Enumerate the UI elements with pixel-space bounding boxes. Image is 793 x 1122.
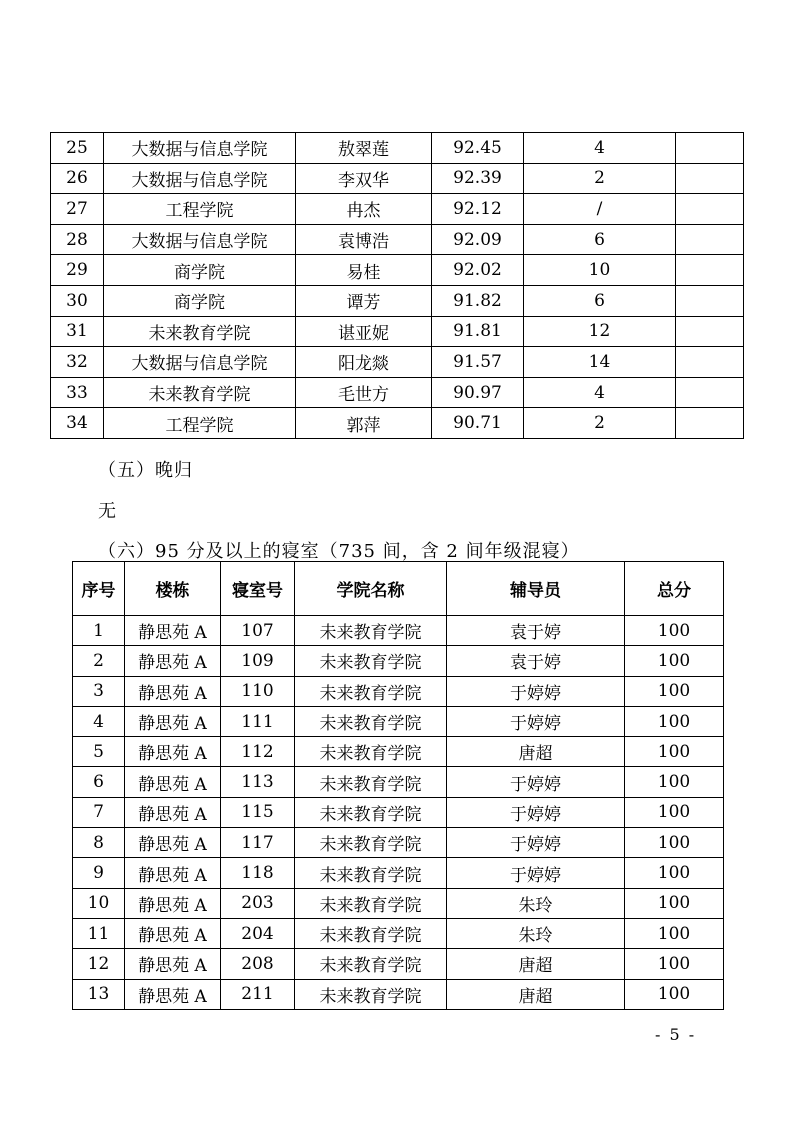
table-cell: 唐超 xyxy=(447,979,625,1009)
ranking-table-row xyxy=(51,316,744,347)
table-cell: 毛世方 xyxy=(296,377,432,408)
table-cell: 32 xyxy=(51,347,104,378)
column-header: 楼栋 xyxy=(125,562,221,616)
table-cell: 26 xyxy=(51,163,104,194)
table-cell: 未来教育学院 xyxy=(295,888,447,918)
table-cell: 静思苑 A xyxy=(125,888,221,918)
table-cell: 袁于婷 xyxy=(447,616,625,646)
dorm-table-row xyxy=(73,979,724,1009)
table-cell: 静思苑 A xyxy=(125,828,221,858)
table-cell xyxy=(676,285,744,316)
table-cell: 92.02 xyxy=(432,255,524,286)
table-cell: 90.97 xyxy=(432,377,524,408)
table-cell: 大数据与信息学院 xyxy=(104,347,296,378)
table-cell: 100 xyxy=(625,949,724,979)
column-header: 寝室号 xyxy=(221,562,295,616)
table-cell: 13 xyxy=(73,979,125,1009)
table-cell: 27 xyxy=(51,194,104,225)
table-cell: 阳龙燚 xyxy=(296,347,432,378)
table-cell: 115 xyxy=(221,797,295,827)
table-cell: / xyxy=(524,194,676,225)
table-cell: 91.57 xyxy=(432,347,524,378)
table-cell: 大数据与信息学院 xyxy=(104,163,296,194)
table-cell: 静思苑 A xyxy=(125,797,221,827)
table-cell: 商学院 xyxy=(104,255,296,286)
table-cell: 14 xyxy=(524,347,676,378)
table-cell: 于婷婷 xyxy=(447,767,625,797)
table-cell: 谭芳 xyxy=(296,285,432,316)
table-cell: 100 xyxy=(625,858,724,888)
table-cell: 于婷婷 xyxy=(447,706,625,736)
table-cell xyxy=(676,255,744,286)
ranking-table-row xyxy=(51,285,744,316)
table-cell xyxy=(676,408,744,439)
table-cell xyxy=(676,316,744,347)
table-cell: 唐超 xyxy=(447,737,625,767)
table-cell xyxy=(676,194,744,225)
dorm-table-row xyxy=(73,737,724,767)
table-cell: 郭萍 xyxy=(296,408,432,439)
dorm-table-row xyxy=(73,767,724,797)
table-cell: 未来教育学院 xyxy=(295,797,447,827)
table-cell: 25 xyxy=(51,133,104,164)
table-cell: 10 xyxy=(524,255,676,286)
table-cell: 袁博浩 xyxy=(296,224,432,255)
section-heading-late-return: （五）晚归 xyxy=(98,460,193,481)
table-cell: 未来教育学院 xyxy=(104,316,296,347)
table-cell: 2 xyxy=(524,163,676,194)
table-cell: 静思苑 A xyxy=(125,737,221,767)
dorm-table-row xyxy=(73,828,724,858)
dorm-table-row xyxy=(73,858,724,888)
table-cell: 109 xyxy=(221,646,295,676)
table-cell: 118 xyxy=(221,858,295,888)
table-cell: 12 xyxy=(524,316,676,347)
table-cell: 朱玲 xyxy=(447,888,625,918)
dorm-table-row xyxy=(73,706,724,736)
dorm-table-row xyxy=(73,949,724,979)
table-cell: 113 xyxy=(221,767,295,797)
table-cell: 33 xyxy=(51,377,104,408)
dorm-score-table xyxy=(72,561,724,1010)
table-cell: 203 xyxy=(221,888,295,918)
column-header: 学院名称 xyxy=(295,562,447,616)
dorm-table-body xyxy=(73,616,724,1010)
table-cell: 朱玲 xyxy=(447,918,625,948)
page-number: - 5 - xyxy=(655,1025,697,1044)
dorm-table-row xyxy=(73,918,724,948)
table-cell xyxy=(676,163,744,194)
table-cell: 100 xyxy=(625,646,724,676)
table-cell: 静思苑 A xyxy=(125,767,221,797)
table-cell: 100 xyxy=(625,888,724,918)
table-cell: 112 xyxy=(221,737,295,767)
table-cell: 10 xyxy=(73,888,125,918)
table-cell: 34 xyxy=(51,408,104,439)
column-header: 序号 xyxy=(73,562,125,616)
table-cell: 静思苑 A xyxy=(125,858,221,888)
table-cell: 于婷婷 xyxy=(447,828,625,858)
dorm-table-row xyxy=(73,616,724,646)
table-cell: 7 xyxy=(73,797,125,827)
table-cell: 100 xyxy=(625,767,724,797)
table-cell: 30 xyxy=(51,285,104,316)
table-cell: 208 xyxy=(221,949,295,979)
table-cell: 未来教育学院 xyxy=(295,949,447,979)
ranking-table-row xyxy=(51,255,744,286)
ranking-table-row xyxy=(51,133,744,164)
table-cell: 未来教育学院 xyxy=(295,918,447,948)
ranking-table-row xyxy=(51,377,744,408)
table-cell: 静思苑 A xyxy=(125,616,221,646)
table-cell: 冉杰 xyxy=(296,194,432,225)
table-cell: 204 xyxy=(221,918,295,948)
table-cell: 静思苑 A xyxy=(125,646,221,676)
table-cell: 6 xyxy=(524,224,676,255)
table-cell: 31 xyxy=(51,316,104,347)
table-cell: 于婷婷 xyxy=(447,797,625,827)
ranking-table-row xyxy=(51,194,744,225)
table-cell: 6 xyxy=(73,767,125,797)
table-cell xyxy=(676,224,744,255)
ranking-table-row xyxy=(51,224,744,255)
table-cell: 工程学院 xyxy=(104,408,296,439)
table-cell: 静思苑 A xyxy=(125,676,221,706)
table-cell xyxy=(676,347,744,378)
table-cell: 91.81 xyxy=(432,316,524,347)
table-cell: 2 xyxy=(73,646,125,676)
table-cell: 90.71 xyxy=(432,408,524,439)
table-cell: 11 xyxy=(73,918,125,948)
table-cell: 李双华 xyxy=(296,163,432,194)
column-header: 总分 xyxy=(625,562,724,616)
ranking-table-row xyxy=(51,163,744,194)
table-cell: 111 xyxy=(221,706,295,736)
table-cell: 谌亚妮 xyxy=(296,316,432,347)
ranking-table-continued xyxy=(50,132,744,439)
table-cell: 29 xyxy=(51,255,104,286)
table-cell: 静思苑 A xyxy=(125,949,221,979)
table-cell: 未来教育学院 xyxy=(295,858,447,888)
table-cell: 100 xyxy=(625,616,724,646)
table-cell: 92.39 xyxy=(432,163,524,194)
table-cell: 未来教育学院 xyxy=(295,979,447,1009)
table-cell: 未来教育学院 xyxy=(295,737,447,767)
table-cell: 9 xyxy=(73,858,125,888)
column-header: 辅导员 xyxy=(447,562,625,616)
dorm-table-row xyxy=(73,646,724,676)
table-cell xyxy=(676,377,744,408)
table-cell: 100 xyxy=(625,918,724,948)
table-cell: 107 xyxy=(221,616,295,646)
table-cell: 5 xyxy=(73,737,125,767)
table-cell: 未来教育学院 xyxy=(295,616,447,646)
table-cell: 袁于婷 xyxy=(447,646,625,676)
table-cell: 3 xyxy=(73,676,125,706)
table-cell: 工程学院 xyxy=(104,194,296,225)
dorm-table-row xyxy=(73,676,724,706)
table-cell: 静思苑 A xyxy=(125,979,221,1009)
dorm-table-header-row xyxy=(73,562,724,616)
table-cell: 敖翠莲 xyxy=(296,133,432,164)
table-cell: 92.12 xyxy=(432,194,524,225)
table-cell: 100 xyxy=(625,797,724,827)
dorm-table-row xyxy=(73,797,724,827)
table-cell: 211 xyxy=(221,979,295,1009)
table-cell: 1 xyxy=(73,616,125,646)
table-cell: 未来教育学院 xyxy=(295,646,447,676)
table-cell: 92.45 xyxy=(432,133,524,164)
table-cell: 易桂 xyxy=(296,255,432,286)
table-cell: 静思苑 A xyxy=(125,706,221,736)
table-cell: 于婷婷 xyxy=(447,858,625,888)
table-cell: 未来教育学院 xyxy=(104,377,296,408)
table-cell: 117 xyxy=(221,828,295,858)
table-cell: 未来教育学院 xyxy=(295,676,447,706)
table-cell: 大数据与信息学院 xyxy=(104,224,296,255)
table-cell: 唐超 xyxy=(447,949,625,979)
table-cell: 4 xyxy=(73,706,125,736)
table-cell: 100 xyxy=(625,706,724,736)
table-cell: 大数据与信息学院 xyxy=(104,133,296,164)
table-cell: 100 xyxy=(625,737,724,767)
ranking-table-row xyxy=(51,347,744,378)
table-cell: 12 xyxy=(73,949,125,979)
dorm-table-row xyxy=(73,888,724,918)
table-cell: 100 xyxy=(625,979,724,1009)
ranking-table-body xyxy=(51,133,744,439)
table-cell: 商学院 xyxy=(104,285,296,316)
table-cell: 8 xyxy=(73,828,125,858)
table-cell: 100 xyxy=(625,676,724,706)
section-heading-dorms-95-plus: （六）95 分及以上的寝室（735 间，含 2 间年级混寝） xyxy=(98,541,580,562)
table-cell: 110 xyxy=(221,676,295,706)
table-cell: 100 xyxy=(625,828,724,858)
table-cell: 28 xyxy=(51,224,104,255)
table-cell: 92.09 xyxy=(432,224,524,255)
table-cell: 未来教育学院 xyxy=(295,706,447,736)
section-text-none: 无 xyxy=(98,501,116,522)
table-cell xyxy=(676,133,744,164)
table-cell: 于婷婷 xyxy=(447,676,625,706)
ranking-table-row xyxy=(51,408,744,439)
table-cell: 4 xyxy=(524,133,676,164)
table-cell: 91.82 xyxy=(432,285,524,316)
table-cell: 静思苑 A xyxy=(125,918,221,948)
table-cell: 未来教育学院 xyxy=(295,767,447,797)
table-cell: 6 xyxy=(524,285,676,316)
table-cell: 2 xyxy=(524,408,676,439)
table-cell: 未来教育学院 xyxy=(295,828,447,858)
table-cell: 4 xyxy=(524,377,676,408)
